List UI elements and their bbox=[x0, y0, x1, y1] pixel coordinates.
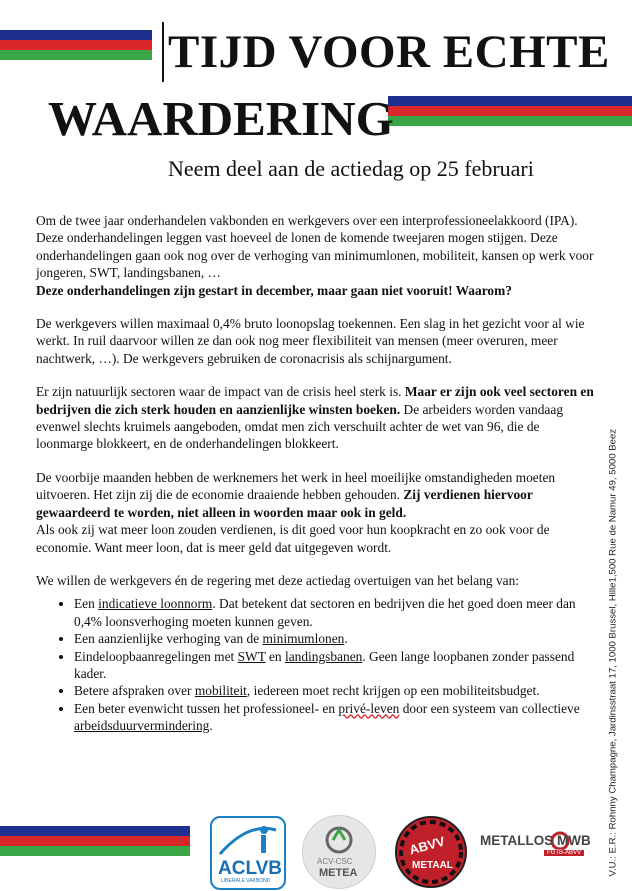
flag-stripes-top-left bbox=[0, 30, 152, 60]
title-divider bbox=[162, 22, 164, 82]
aclvb-logo-text: ACLVB bbox=[218, 858, 283, 879]
person-icon bbox=[212, 820, 284, 860]
list-item: • Een indicatieve loonnorm. Dat betekent dat sectoren en bedrijven die het goed doen meer dan 0,4% loonsverhoging moeten kunnen geven. bbox=[74, 595, 594, 630]
list-item: • Een beter evenwicht tussen het professioneel- en privé-leven door een systeem van collectieve arbeidsduurvermindering. bbox=[74, 700, 594, 735]
metallos-mwb-logo: METALLOS MWB FGTB-ABVV bbox=[480, 833, 591, 856]
paragraph-demands-intro: We willen de werkgevers én de regering met deze actiedag overtuigen van het belang van: bbox=[36, 572, 520, 588]
acv-metea-logo: ACV-CSC METEA bbox=[302, 815, 376, 889]
paragraph-sectors: Er zijn natuurlijk sectoren waar de impact van de crisis heel sterk is. Maar er zijn ook veel sectoren en bedrijven die zich sterk houden en aanzienlijke winsten boeken. De arbeiders worden vandaag evenwel slechts kruimels aangeboden, omdat men zich verschuilt achter de wet van 96, die de loonmarge blokkeert, en de onderhandelingen blokkeert. bbox=[36, 384, 594, 452]
paragraph-workers: De voorbije maanden hebben de werknemers het werk in heel moeilijke omstandigheden moeten uitvoeren. Het zijn zij die de economie draaiende hebben gehouden. Zij verdienen hiervoor gewaardeerd te worden, niet alleen in woorden maar ook in geld. Als ook zij wat meer loon zouden verdienen, is dit goed voor hun koopkracht en zo ook voor de economie. Want meer loon, dat is meer geld dat uitgegeven wordt. bbox=[36, 469, 556, 555]
list-item: • Betere afspraken over mobiliteit, iedereen moet recht krijgen op een mobiliteitsbudget. bbox=[74, 682, 594, 699]
title-line-1: TIJD VOOR ECHTE bbox=[168, 26, 610, 78]
title-line-2: WAARDERING bbox=[48, 91, 394, 146]
paragraph-employers: De werkgevers willen maximaal 0,4% bruto loonopslag toekennen. Een slag in het gezicht voor al wie werkt. In ruil daarvoor willen ze dan ook nog meer flexibiliteit van mensen (meer overuren, meer nachtwerk, …). De werkgevers gebruiken de coronacrisis als schijnargument. bbox=[36, 316, 585, 366]
body-text bbox=[36, 212, 594, 735]
paragraph-intro: Om de twee jaar onderhandelen vakbonden en werkgevers over een interprofessioneelakkoord (IPA). Deze onderhandelingen leggen vast hoeveel de lonen de komende tweejaren mogen stijgen. Deze onderhandelingen gaan ook nog over de verhoging van minimumlonen, mobiliteit, kansen op werk voor jongeren, SWT, landingsbanen, … Deze onderhandelingen zijn gestart in december, maar gaan niet vooruit! Waarom? bbox=[36, 213, 594, 298]
list-item: • Eindeloopbaanregelingen met SWT en landingsbanen. Geen lange loopbanen zonder passend kader. bbox=[74, 648, 594, 683]
flag-stripes-bottom-left bbox=[0, 826, 190, 856]
demands-list bbox=[36, 595, 594, 734]
publisher-notice: V.U.: E.R.: Rohnny Champagne, Jardinsstraat 17, 1000 Brussel, Hille1,500 Rue de Namur 49, 5000 Beez bbox=[607, 428, 619, 877]
abvv-metaal-logo: ABVV METAAL bbox=[395, 816, 467, 888]
subtitle: Neem deel aan de actiedag op 25 februari bbox=[168, 156, 534, 181]
acv-emblem-icon bbox=[303, 822, 375, 862]
flag-stripes-title-right bbox=[388, 96, 632, 126]
list-item: • Een aanzienlijke verhoging van de minimumlonen. bbox=[74, 630, 594, 647]
intro-bold: Deze onderhandelingen zijn gestart in december, maar gaan niet vooruit! Waarom? bbox=[36, 282, 512, 298]
aclvb-logo bbox=[210, 816, 286, 890]
aclvb-logo-subtext: LIBERALE VAKBOND bbox=[221, 878, 271, 884]
